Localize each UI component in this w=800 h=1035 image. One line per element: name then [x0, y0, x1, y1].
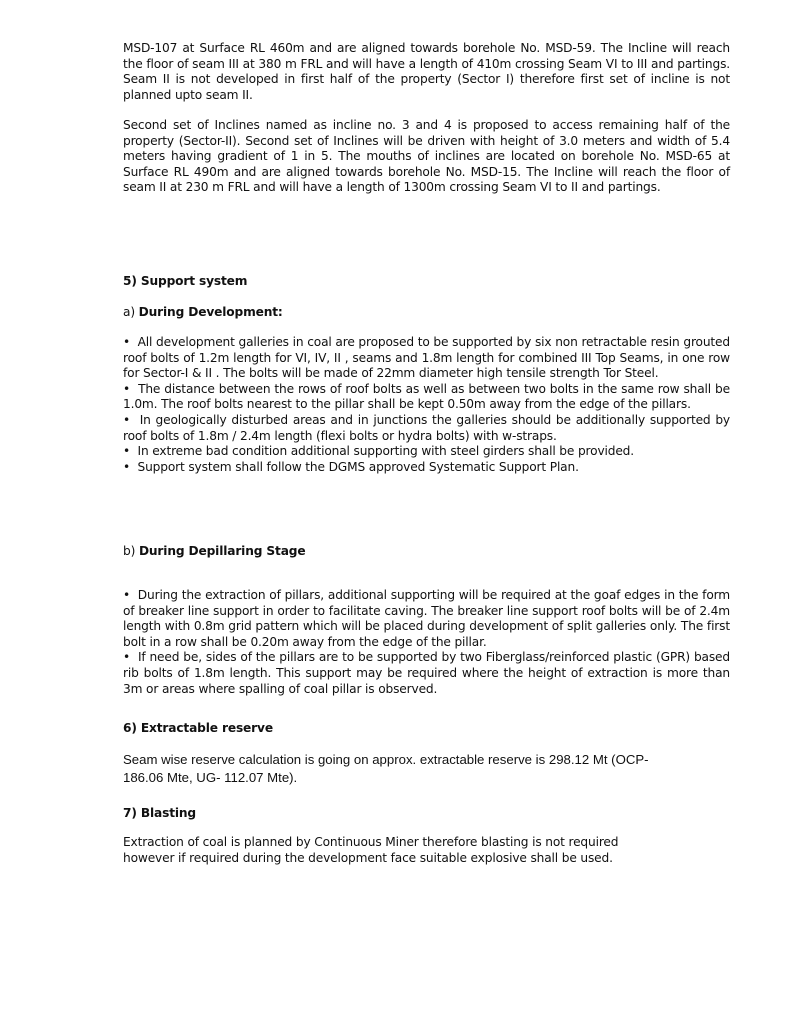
- list-item: • In extreme bad condition additional supporting with steel girders shall be provided.: [123, 444, 730, 460]
- list-item: • Support system shall follow the DGMS approved Systematic Support Plan.: [123, 460, 730, 476]
- heading-extractable-reserve: 6) Extractable reserve: [123, 721, 273, 735]
- blasting-line-1: Extraction of coal is planned by Continuous Miner therefore blasting is not required: [123, 835, 619, 849]
- list-item: • If need be, sides of the pillars are to be supported by two Fiberglass/reinforced plastic (GPR) based rib bolts of 1.8m length. This support may be required where the height of extraction is more than 3m or areas where spalling of coal pillar is observed.: [123, 650, 730, 697]
- reserve-paragraph: [123, 751, 730, 786]
- subheading-text: During Depillaring Stage: [138, 544, 306, 558]
- depillaring-bullet-list: [123, 588, 730, 697]
- reserve-line-1: Seam wise reserve calculation is going on approx. extractable reserve is 298.12 Mt (OCP-: [123, 752, 649, 767]
- list-item: • In geologically disturbed areas and in junctions the galleries should be additionally supported by roof bolts of 1.8m / 2.4m length (flexi bolts or hydra bolts) with w-straps.: [123, 413, 730, 444]
- paragraph-incline-set-1: MSD-107 at Surface RL 460m and are aligned towards borehole No. MSD-59. The Incline will reach the floor of seam III at 380 m FRL and will have a length of 410m crossing Seam VI to III and partings. Seam II is not developed in first half of the property (Sector I) therefore first set of incline is not planned upto seam II.: [123, 41, 730, 102]
- blasting-paragraph: [123, 835, 730, 866]
- paragraph-incline-set-2: Second set of Inclines named as incline no. 3 and 4 is proposed to access remaining half of the property (Sector-II). Second set of Inclines will be driven with height of 3.0 meters and width of 5.4 meters having gradient of 1 in 5. The mouths of inclines are located on borehole No. MSD-65 at Surface RL 490m and are aligned towards borehole No. MSD-15. The Incline will reach the floor of seam II at 230 m FRL and will have a length of 1300m crossing Seam VI to II and partings.: [123, 118, 730, 195]
- development-bullet-list: [123, 335, 730, 475]
- heading-blasting: 7) Blasting: [123, 806, 196, 820]
- heading-support-system: 5) Support system: [123, 274, 248, 288]
- subheading-text: During Development:: [138, 305, 283, 319]
- subheading-during-depillaring: [123, 544, 730, 560]
- subheading-during-development: [123, 305, 730, 321]
- list-item: • During the extraction of pillars, additional supporting will be required at the goaf edges in the form of breaker line support in order to facilitate caving. The breaker line support roof bolts will be of 2.4m length with 0.8m grid pattern which will be placed during development of split galleries only. The first bolt in a row shall be 0.20m away from the edge of the pillar.: [123, 588, 730, 650]
- reserve-line-2: 186.06 Mte, UG- 112.07 Mte).: [123, 769, 298, 785]
- subheading-prefix: a): [123, 305, 135, 319]
- list-item: • All development galleries in coal are proposed to be supported by six non retractable resin grouted roof bolts of 1.2m length for VI, IV, II , seams and 1.8m length for combined III Top Seams, in one row for Sector-I & II . The bolts will be made of 22mm diameter high tensile strength Tor Steel.: [123, 335, 730, 382]
- list-item: • The distance between the rows of roof bolts as well as between two bolts in the same row shall be 1.0m. The roof bolts nearest to the pillar shall be kept 0.50m away from the edge of the pillars.: [123, 382, 730, 413]
- subheading-prefix: b): [123, 544, 136, 558]
- blasting-line-2: however if required during the development face suitable explosive shall be used.: [123, 850, 613, 865]
